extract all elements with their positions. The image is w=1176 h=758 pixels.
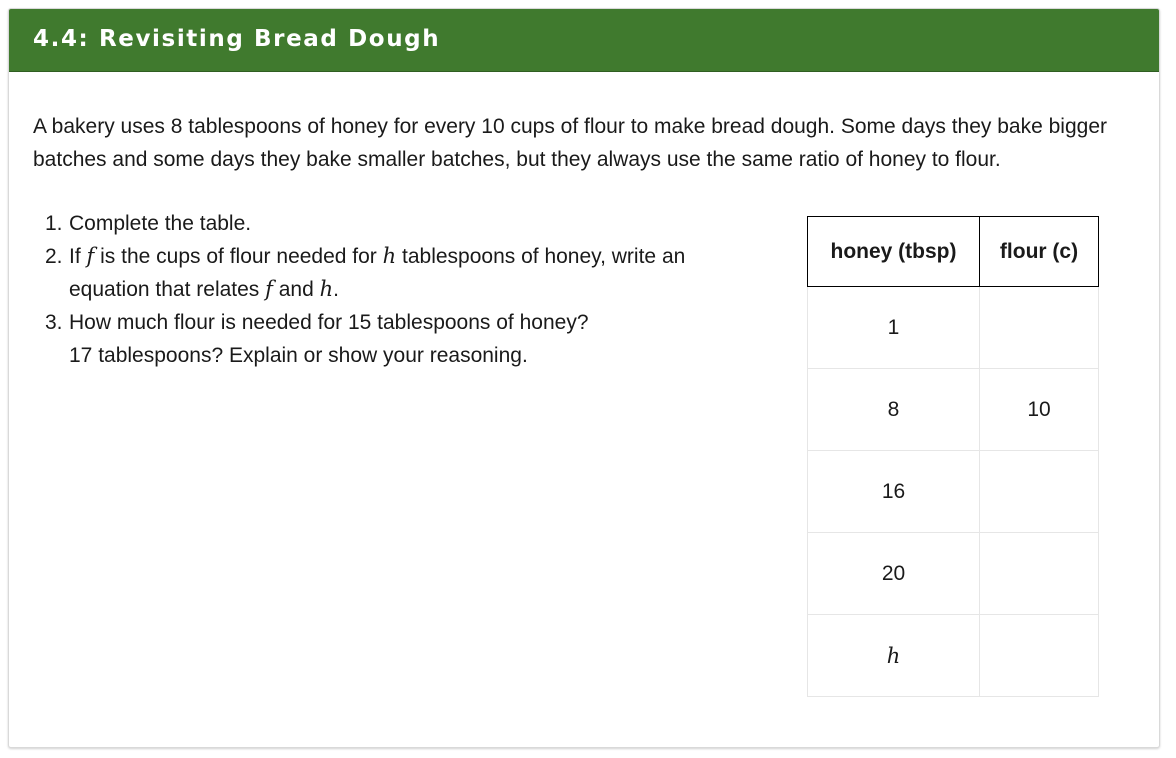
table-row — [808, 369, 1099, 451]
honey-cell: 20 — [808, 533, 980, 615]
table-row — [808, 533, 1099, 615]
task-text-part: . — [333, 278, 340, 301]
task-number: 1. — [45, 212, 63, 235]
table-row — [808, 287, 1099, 369]
activity-card — [8, 8, 1160, 748]
activity-title: 4.4: Revisiting Bread Dough — [33, 26, 441, 52]
task-text-line: How much flour is needed for 15 tablespoons of honey? — [69, 311, 589, 334]
variable-h: h — [382, 244, 397, 268]
task-text-line: 17 tablespoons? Explain or show your reasoning. — [69, 344, 528, 367]
task-number: 2. — [45, 245, 63, 268]
honey-cell: 16 — [808, 451, 980, 533]
intro-paragraph: A bakery uses 8 tablespoons of honey for every 10 cups of flour to make bread dough. Some days they bake bigger batches and some days they bake smaller batches, but they always use the same ratio of honey to flour. — [33, 115, 1107, 171]
variable-f: f — [265, 277, 273, 301]
variable-f: f — [86, 244, 95, 268]
variable-h: h — [319, 277, 334, 301]
flour-cell — [980, 287, 1099, 369]
honey-cell: 8 — [808, 369, 980, 451]
table-header-row — [808, 217, 1099, 287]
task-text: Complete the table. — [69, 212, 252, 235]
task-item-3 — [45, 306, 761, 372]
ratio-table — [807, 216, 1099, 697]
column-header-honey: honey (tbsp) — [808, 217, 980, 287]
task-item-2 — [45, 240, 761, 306]
activity-header — [9, 9, 1159, 72]
honey-cell-variable: h — [808, 615, 980, 697]
table-row — [808, 615, 1099, 697]
task-item-1 — [45, 207, 761, 240]
task-text-part: tablespoons of honey, write an equation that relates — [69, 245, 686, 301]
task-list — [45, 207, 761, 372]
task-text-part: If — [69, 245, 87, 268]
column-header-flour: flour (c) — [980, 217, 1099, 287]
ratio-table-container — [807, 216, 1099, 697]
task-text-part: and — [272, 278, 320, 301]
flour-cell — [980, 615, 1099, 697]
honey-cell: 1 — [808, 287, 980, 369]
table-row — [808, 451, 1099, 533]
flour-cell — [980, 533, 1099, 615]
flour-cell: 10 — [980, 369, 1099, 451]
task-number: 3. — [45, 311, 63, 334]
task-text-part: is the cups of flour needed for — [94, 245, 383, 268]
flour-cell — [980, 451, 1099, 533]
